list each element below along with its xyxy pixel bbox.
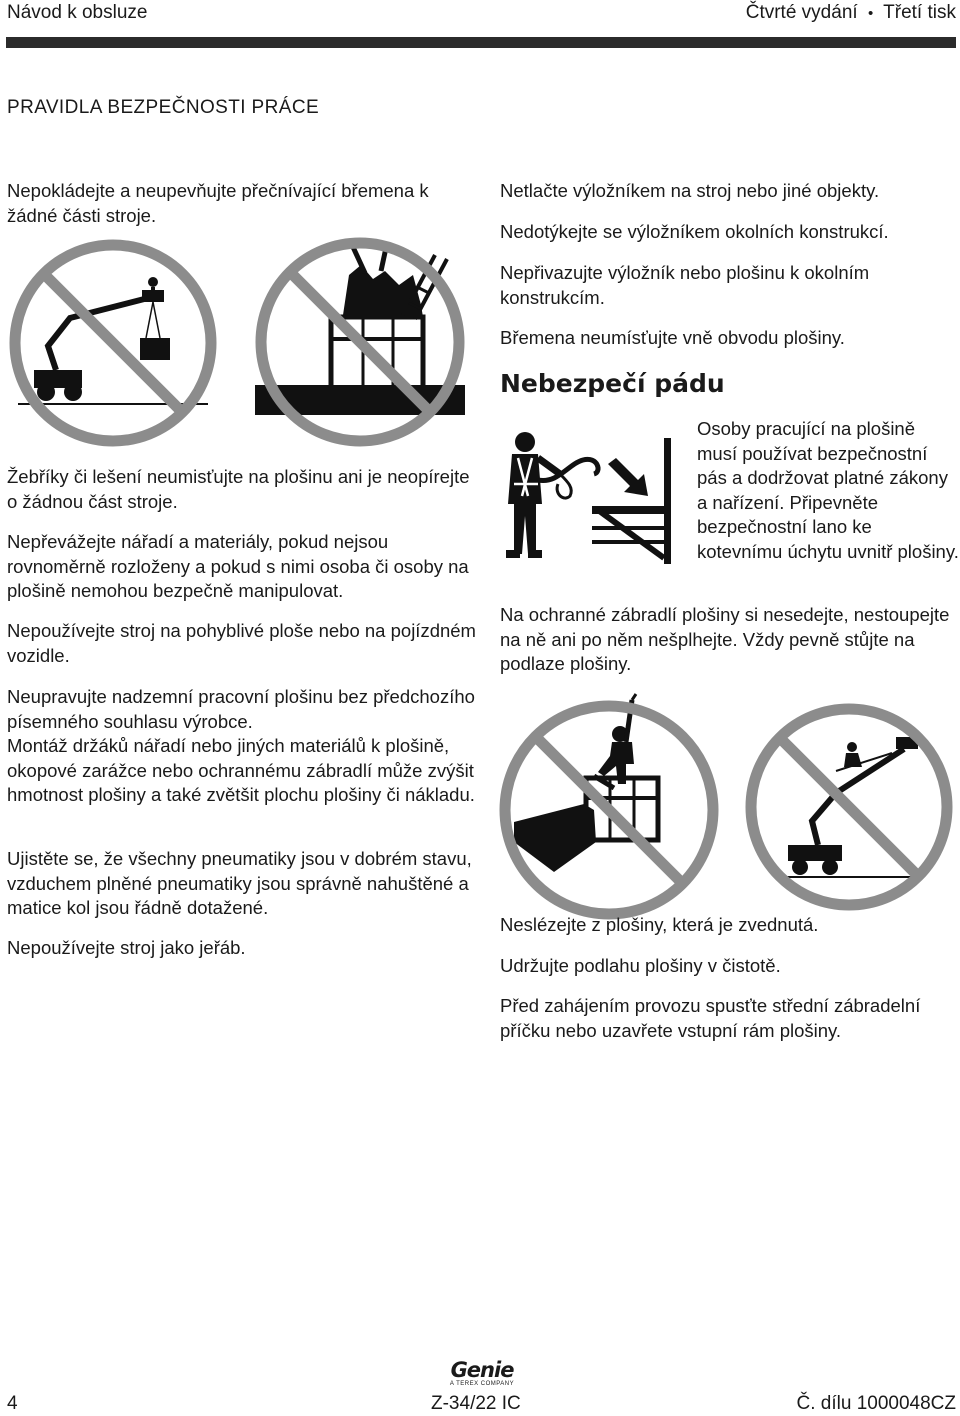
prohibited-ladder-on-platform-icon <box>253 235 468 450</box>
footer-part-number: Č. dílu 1000048CZ <box>796 1393 956 1414</box>
ladders-text: Žebříky či lešení neumisťujte na plošinu ani je neopírejte o žádnou část stroje. <box>7 466 470 512</box>
genie-logo-text: Genie <box>450 1358 514 1382</box>
midrail-text: Před zahájením provozu spusťte střední zábradelní příčku nebo uzavřete vstupní rám plošiny. <box>500 995 921 1041</box>
loads-outside-text: Břemena neumísťujte vně obvodu plošiny. <box>500 327 845 348</box>
harness-text: Osoby pracující na plošině musí používat bezpečnostní pás a dodržovat platné zákony a nařízení. Připevněte bezpečnostní lano ke kotevnímu úchytu uvnitř plošiny. <box>697 418 959 562</box>
section-title: PRAVIDLA BEZPEČNOSTI PRÁCE <box>7 97 320 118</box>
modification-text: Neupravujte nadzemní pracovní plošinu bez předchozího písemného souhlasu výrobce. <box>7 686 475 732</box>
header-manual-title: Návod k obsluze <box>7 2 148 23</box>
guardrail-text: Na ochranné zábradlí plošiny si nesedejte, nestoupejte na ně ani po něm nešplhejte. Vždy pevně stůjte na podlaze plošiny. <box>500 604 950 675</box>
clean-floor-text: Udržujte podlahu plošiny v čistotě. <box>500 955 781 976</box>
push-objects-text: Netlačte výložníkem na stroj nebo jiné objekty. <box>500 180 880 201</box>
header-rule <box>6 37 956 48</box>
header-edition-label: Čtvrté vydání <box>745 2 858 23</box>
prohibited-hanging-load-icon <box>8 238 218 448</box>
header-edition <box>746 2 956 24</box>
fall-hazard-heading: Nebezpečí pádu <box>500 369 725 398</box>
tie-off-text: Nepřivazujte výložník nebo plošinu k okolním konstrukcím. <box>500 262 870 308</box>
prohibited-exit-elevated-platform-icon <box>744 697 954 917</box>
accessories-text: Montáž držáků nářadí nebo jiných materiálů k plošině, okopové zarážce nebo ochrannému zábradlí může zvýšit hmotnost plošiny a také zvětšit plochu plošiny či nákladu. <box>7 735 475 806</box>
moving-surface-text: Nepoužívejte stroj na pohyblivé ploše nebo na pojízdném vozidle. <box>7 620 476 666</box>
tires-text: Ujistěte se, že všechny pneumatiky jsou v dobrém stavu, vzduchem plněné pneumatiky jsou správně nahuštěné a matice kol jsou řádně dotažené. <box>7 848 472 919</box>
crane-text: Nepoužívejte stroj jako jeřáb. <box>7 937 246 958</box>
genie-logo-subtitle: A TEREX COMPANY <box>449 1381 515 1387</box>
touch-structures-text: Nedotýkejte se výložníkem okolních konstrukcí. <box>500 221 889 242</box>
prohibited-climbing-guardrail-icon <box>494 692 724 922</box>
harness-anchor-icon <box>498 424 673 574</box>
overhang-load-text: Nepokládejte a neupevňujte přečnívající břemena k žádné části stroje. <box>7 180 429 226</box>
tools-text: Nepřevážejte nářadí a materiály, pokud nejsou rovnoměrně rozloženy a pokud s nimi osoba či osoby na plošině nemohou bezpečně manipulovat. <box>7 531 469 602</box>
header-printing-label: Třetí tisk <box>883 2 956 23</box>
header-bullet: • <box>867 5 874 22</box>
footer-model: Z-34/22 IC <box>431 1393 521 1414</box>
genie-logo <box>446 1359 518 1387</box>
footer-page-number: 4 <box>7 1393 18 1414</box>
exit-elevated-text: Neslézejte z plošiny, která je zvednutá. <box>500 914 819 935</box>
